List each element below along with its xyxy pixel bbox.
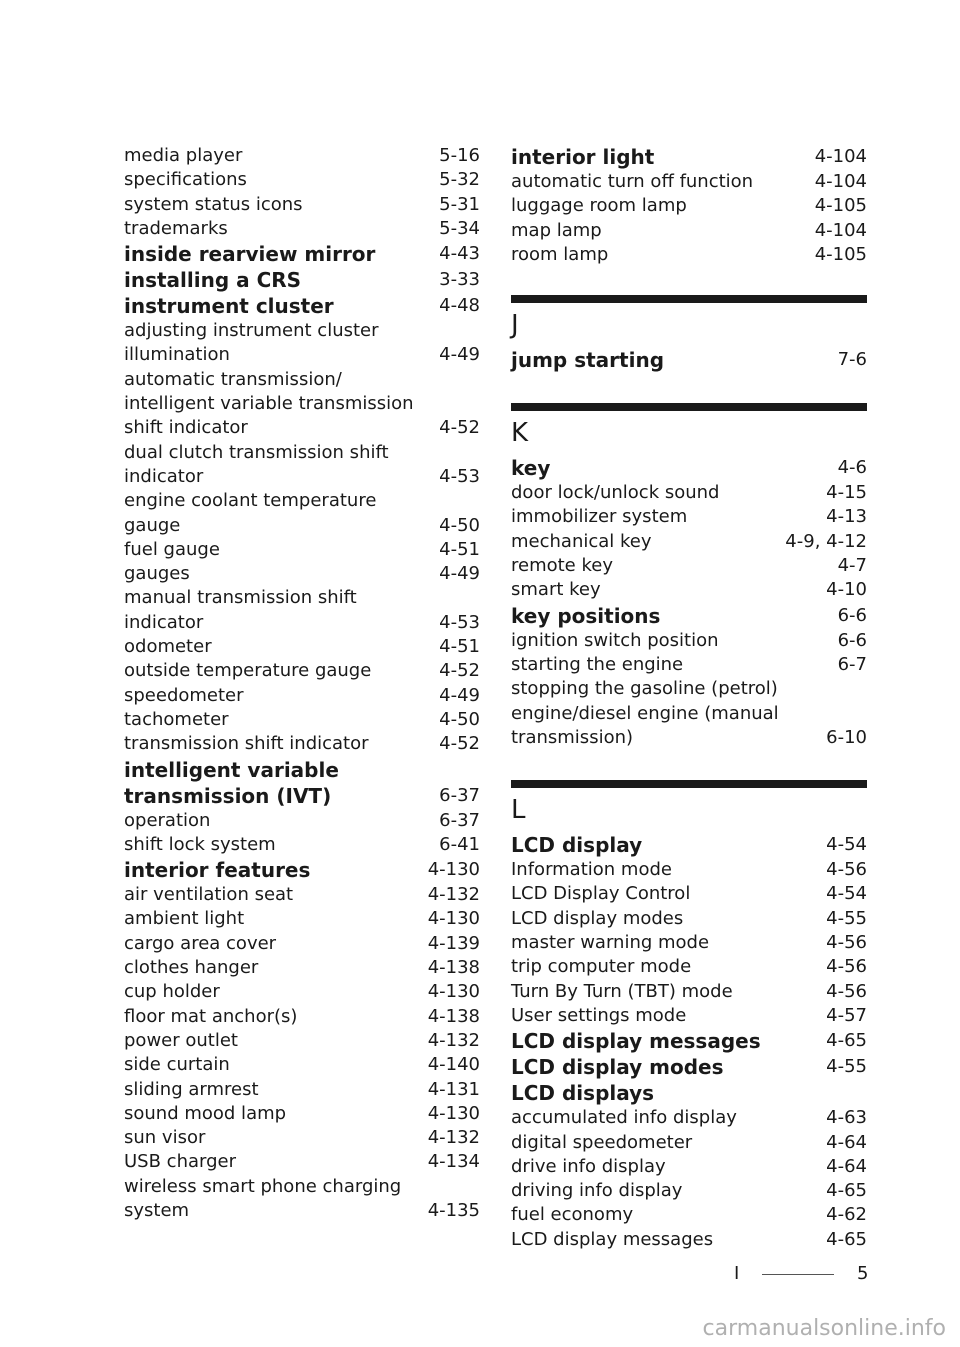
index-sub-entry	[511, 702, 867, 726]
entry-page-ref: 4-54	[826, 883, 867, 905]
footer-section-letter: I	[734, 1263, 740, 1284]
entry-page-ref: 6-6	[837, 604, 867, 626]
index-continued-entries	[511, 144, 867, 267]
index-main-entry	[511, 603, 867, 629]
index-sub-entry	[511, 858, 867, 882]
entry-term: tachometer	[124, 708, 229, 730]
entry-page-ref: 4-140	[427, 1054, 480, 1076]
entry-term: drive info display	[511, 1155, 666, 1177]
entry-term: sliding armrest	[124, 1078, 259, 1100]
entry-page-ref: 6-10	[826, 726, 867, 748]
entry-term: engine coolant temperature	[124, 490, 377, 512]
section-divider-bar	[511, 780, 867, 788]
entry-page-ref: 4-132	[427, 884, 480, 906]
entry-page-ref: 4-130	[427, 859, 480, 881]
entry-page-ref: 4-132	[427, 1127, 480, 1149]
entry-page-ref: 4-65	[826, 1030, 867, 1052]
entry-page-ref: 4-130	[427, 981, 480, 1003]
entry-page-ref: 4-52	[439, 660, 480, 682]
index-sub-entry	[511, 505, 867, 529]
index-sub-entry	[511, 882, 867, 906]
index-main-entry	[511, 1054, 867, 1080]
entry-page-ref: 4-51	[439, 538, 480, 560]
entry-term: manual transmission shift	[124, 587, 357, 609]
entry-page-ref: 4-132	[427, 1029, 480, 1051]
entry-page-ref: 4-57	[826, 1004, 867, 1026]
index-sub-entry	[511, 907, 867, 931]
entry-page-ref: 4-7	[837, 555, 867, 577]
entry-term: key positions	[511, 603, 661, 628]
entry-term: trip computer mode	[511, 956, 692, 978]
index-main-entry	[124, 241, 480, 267]
entry-page-ref: 4-53	[439, 611, 480, 633]
entry-term: fuel economy	[511, 1204, 634, 1226]
entry-term: ambient light	[124, 908, 245, 930]
entry-page-ref: 4-55	[826, 907, 867, 929]
index-sub-entry	[124, 392, 480, 416]
index-main-entry	[511, 455, 867, 481]
index-sub-entry	[124, 217, 480, 241]
entry-term: luggage room lamp	[511, 195, 687, 217]
entry-term: instrument cluster	[124, 294, 334, 319]
entry-term: outside temperature gauge	[124, 660, 372, 682]
entry-page-ref: 4-51	[439, 636, 480, 658]
entry-term: specifications	[124, 169, 247, 191]
entry-term: User settings mode	[511, 1004, 687, 1026]
entry-page-ref: 4-56	[826, 956, 867, 978]
index-sub-entry	[124, 1199, 480, 1223]
entry-page-ref: 4-49	[439, 563, 480, 585]
entry-term: digital speedometer	[511, 1131, 693, 1153]
index-sub-entry	[124, 168, 480, 192]
entry-page-ref: 6-6	[837, 629, 867, 651]
entry-term: LCD Display Control	[511, 883, 691, 905]
index-sub-entry	[124, 1078, 480, 1102]
entry-term: wireless smart phone charging	[124, 1175, 402, 1197]
entry-term: automatic turn off function	[511, 171, 754, 192]
entry-page-ref: 4-135	[427, 1199, 480, 1221]
entry-term: gauge	[124, 514, 181, 536]
entry-page-ref: 4-43	[439, 243, 480, 265]
entry-page-ref: 4-65	[826, 1228, 867, 1250]
entry-term: ignition switch position	[511, 629, 719, 651]
entry-page-ref: 4-134	[427, 1151, 480, 1173]
entry-term: shift lock system	[124, 833, 276, 855]
entry-page-ref: 4-64	[826, 1131, 867, 1153]
entry-term: interior light	[511, 145, 655, 169]
index-sub-entry	[511, 170, 867, 194]
entry-term: transmission)	[511, 726, 634, 748]
index-letter-sections	[511, 295, 867, 1252]
index-sub-entry	[511, 578, 867, 602]
entry-term: air ventilation seat	[124, 884, 294, 906]
index-sub-entry	[511, 931, 867, 955]
index-sub-entry	[511, 726, 867, 750]
entry-term: LCD display messages	[511, 1228, 714, 1250]
index-sub-entry	[124, 562, 480, 586]
index-main-entry	[124, 293, 480, 319]
entry-page-ref: 4-48	[439, 295, 480, 317]
entry-page-ref: 7-6	[837, 349, 867, 371]
entry-term: mechanical key	[511, 530, 652, 552]
entry-term: interior features	[124, 858, 311, 883]
index-sub-entry	[124, 1029, 480, 1053]
index-sub-entry	[124, 489, 480, 513]
entry-page-ref: 4-62	[826, 1204, 867, 1226]
index-sub-entry	[511, 653, 867, 677]
section-divider-bar	[511, 295, 867, 303]
entry-page-ref: 5-34	[439, 217, 480, 239]
index-sub-entry	[511, 530, 867, 554]
index-main-entry	[124, 757, 480, 783]
entry-term: automatic transmission/	[124, 368, 342, 390]
entry-term: intelligent variable	[124, 757, 339, 782]
entry-page-ref: 4-104	[814, 219, 867, 241]
entry-term: installing a CRS	[124, 268, 302, 293]
entry-term: jump starting	[511, 348, 665, 373]
entry-term: illumination	[124, 344, 230, 366]
entry-term: gauges	[124, 563, 190, 585]
index-sub-entry	[124, 708, 480, 732]
index-sub-entry	[124, 611, 480, 635]
entry-term: fuel gauge	[124, 538, 220, 560]
entry-term: system status icons	[124, 193, 303, 215]
index-sub-entry	[511, 955, 867, 979]
index-sub-entry	[511, 1106, 867, 1130]
index-sub-entry	[511, 980, 867, 1004]
entry-term: trademarks	[124, 217, 228, 239]
entry-term: operation	[124, 809, 211, 831]
index-sub-entry	[124, 1150, 480, 1174]
entry-term: engine/diesel engine (manual	[511, 702, 779, 724]
index-sub-entry	[124, 1102, 480, 1126]
entry-page-ref: 6-7	[837, 653, 867, 675]
index-sub-entry	[511, 1179, 867, 1203]
entry-term: intelligent variable transmission	[124, 393, 414, 415]
entry-term: sound mood lamp	[124, 1102, 287, 1124]
entry-term: key	[511, 456, 551, 481]
entry-term: power outlet	[124, 1029, 238, 1051]
entry-term: Information mode	[511, 859, 672, 881]
index-sub-entry	[124, 441, 480, 465]
letter-section	[511, 295, 867, 373]
index-sub-entry	[124, 343, 480, 367]
index-sub-entry	[124, 956, 480, 980]
index-sub-entry	[124, 809, 480, 833]
index-main-entry	[511, 347, 867, 373]
entry-page-ref: 4-138	[427, 957, 480, 979]
index-left-column	[124, 144, 480, 1223]
entry-page-ref: 4-56	[826, 932, 867, 954]
entry-term: odometer	[124, 636, 212, 658]
entry-page-ref: 4-54	[826, 834, 867, 856]
index-right-column	[511, 144, 867, 1252]
index-sub-entry	[124, 980, 480, 1004]
entry-page-ref: 4-104	[814, 146, 867, 167]
entry-page-ref: 4-130	[427, 908, 480, 930]
section-divider-bar	[511, 403, 867, 411]
entry-page-ref: 3-33	[439, 269, 480, 291]
index-sub-entry	[124, 586, 480, 610]
entry-term: system	[124, 1199, 190, 1221]
entry-page-ref: 4-50	[439, 514, 480, 536]
entry-term: LCD display modes	[511, 907, 684, 929]
index-sub-entry	[511, 629, 867, 653]
entry-term: indicator	[124, 465, 204, 487]
entry-term: LCD display modes	[511, 1055, 724, 1080]
index-sub-entry	[124, 659, 480, 683]
entry-term: room lamp	[511, 243, 609, 265]
entry-term: clothes hanger	[124, 957, 259, 979]
index-sub-entry	[511, 219, 867, 243]
entry-term: shift indicator	[124, 417, 248, 439]
entry-page-ref: 4-56	[826, 859, 867, 881]
index-sub-entry	[124, 538, 480, 562]
index-sub-entry	[511, 481, 867, 505]
entry-term: Turn By Turn (TBT) mode	[511, 980, 733, 1002]
entry-page-ref: 4-64	[826, 1155, 867, 1177]
index-sub-entry	[511, 1004, 867, 1028]
entry-page-ref: 4-105	[814, 195, 867, 217]
index-sub-entry	[124, 833, 480, 857]
entry-term: transmission (IVT)	[124, 783, 332, 808]
index-sub-entry	[511, 194, 867, 218]
entry-term: inside rearview mirror	[124, 242, 376, 267]
index-sub-entry	[124, 465, 480, 489]
entry-page-ref: 6-41	[439, 833, 480, 855]
entry-page-ref: 4-63	[826, 1107, 867, 1129]
entry-term: LCD display	[511, 833, 643, 858]
entry-page-ref: 4-105	[814, 243, 867, 265]
entry-page-ref: 4-52	[439, 417, 480, 439]
entry-page-ref: 4-53	[439, 465, 480, 487]
entry-page-ref: 4-55	[826, 1056, 867, 1078]
index-sub-entry	[124, 732, 480, 756]
entry-page-ref: 4-65	[826, 1180, 867, 1202]
entry-term: stopping the gasoline (petrol)	[511, 678, 778, 700]
entry-page-ref: 4-15	[826, 482, 867, 504]
entry-term: driving info display	[511, 1180, 683, 1202]
entry-term: cargo area cover	[124, 932, 277, 954]
watermark: carmanualsonline.info	[702, 1316, 946, 1341]
letter-section	[511, 780, 867, 1252]
section-letter-heading: J	[511, 310, 519, 341]
index-sub-entry	[124, 1005, 480, 1029]
entry-page-ref: 4-49	[439, 684, 480, 706]
entry-term: adjusting instrument cluster	[124, 320, 379, 342]
entry-term: LCD displays	[511, 1081, 655, 1106]
entry-page-ref: 4-50	[439, 708, 480, 730]
entry-page-ref: 4-138	[427, 1005, 480, 1027]
entry-page-ref: 4-56	[826, 980, 867, 1002]
index-sub-entry	[511, 1203, 867, 1227]
index-sub-entry	[124, 907, 480, 931]
index-sub-entry	[124, 416, 480, 440]
index-main-entry	[124, 857, 480, 883]
entry-page-ref: 4-52	[439, 733, 480, 755]
entry-term: side curtain	[124, 1054, 230, 1076]
entry-page-ref: 4-10	[826, 579, 867, 601]
entry-term: master warning mode	[511, 932, 710, 954]
index-main-entry	[511, 144, 867, 170]
entry-page-ref: 4-130	[427, 1102, 480, 1124]
entry-page-ref: 5-32	[439, 169, 480, 191]
entry-term: accumulated info display	[511, 1107, 737, 1129]
entry-page-ref: 6-37	[439, 809, 480, 831]
index-sub-entry	[124, 514, 480, 538]
entry-page-ref: 5-31	[439, 193, 480, 215]
index-sub-entry	[124, 932, 480, 956]
entry-page-ref: 4-13	[826, 506, 867, 528]
index-sub-entry	[124, 144, 480, 168]
index-sub-entry	[124, 635, 480, 659]
index-main-entry	[124, 783, 480, 809]
index-main-entry	[124, 267, 480, 293]
entry-page-ref: 4-49	[439, 344, 480, 366]
entry-page-ref: 4-131	[427, 1078, 480, 1100]
index-sub-entry	[124, 883, 480, 907]
section-letter-heading: L	[511, 795, 526, 826]
index-main-entry	[511, 832, 867, 858]
entry-term: media player	[124, 145, 243, 166]
section-letter-heading: K	[511, 418, 529, 449]
index-sub-entry	[124, 193, 480, 217]
index-main-entry	[511, 1080, 867, 1106]
entry-term: sun visor	[124, 1127, 206, 1149]
index-sub-entry	[124, 368, 480, 392]
index-sub-entry	[511, 677, 867, 701]
entry-term: floor mat anchor(s)	[124, 1005, 298, 1027]
entry-term: smart key	[511, 579, 601, 601]
entry-page-ref: 5-16	[439, 145, 480, 166]
footer-rule	[762, 1274, 834, 1275]
entry-term: immobilizer system	[511, 506, 688, 528]
index-sub-entry	[511, 1155, 867, 1179]
entry-term: door lock/unlock sound	[511, 482, 720, 504]
entry-term: transmission shift indicator	[124, 733, 369, 755]
entry-term: map lamp	[511, 219, 602, 241]
index-sub-entry	[511, 1131, 867, 1155]
entry-term: USB charger	[124, 1151, 236, 1173]
index-sub-entry	[124, 1053, 480, 1077]
index-sub-entry	[124, 684, 480, 708]
entry-term: cup holder	[124, 981, 220, 1003]
entry-page-ref: 4-104	[814, 171, 867, 192]
entry-page-ref: 4-139	[427, 932, 480, 954]
footer-page-number: 5	[857, 1263, 869, 1284]
entry-page-ref: 4-6	[837, 457, 867, 479]
entry-term: remote key	[511, 555, 613, 577]
index-sub-entry	[124, 1175, 480, 1199]
index-sub-entry	[511, 1228, 867, 1252]
entry-term: starting the engine	[511, 653, 684, 675]
entry-term: indicator	[124, 611, 204, 633]
letter-section	[511, 403, 867, 750]
entry-term: speedometer	[124, 684, 244, 706]
entry-page-ref: 4-9, 4-12	[785, 530, 867, 552]
index-main-entry	[511, 1028, 867, 1054]
entry-term: LCD display messages	[511, 1029, 761, 1054]
index-sub-entry	[124, 319, 480, 343]
index-sub-entry	[511, 554, 867, 578]
index-sub-entry	[124, 1126, 480, 1150]
index-sub-entry	[511, 243, 867, 267]
entry-page-ref: 6-37	[439, 784, 480, 806]
entry-term: dual clutch transmission shift	[124, 441, 389, 463]
